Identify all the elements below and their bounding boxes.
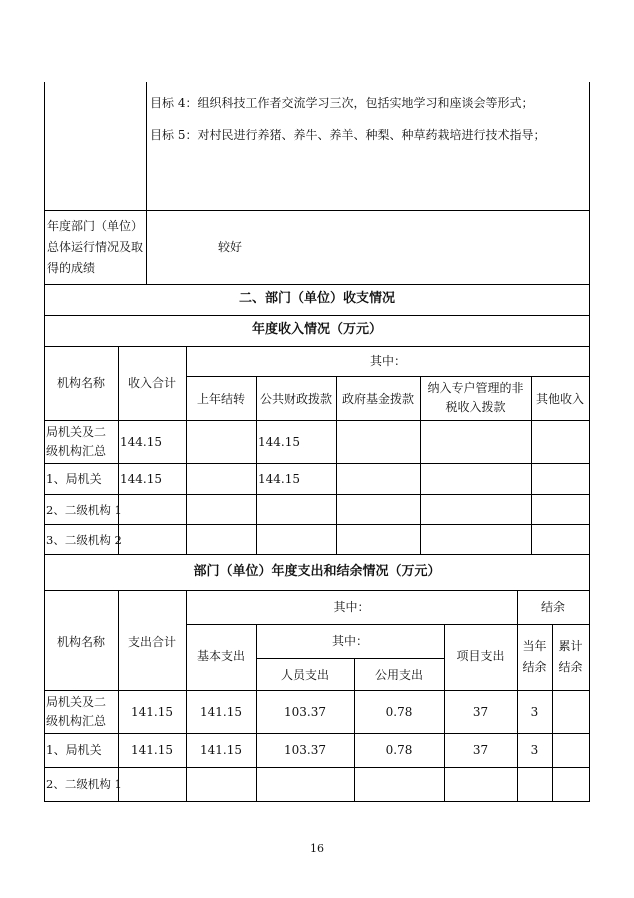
divider bbox=[44, 590, 590, 591]
expense-col-personnel: 人员支出 bbox=[280, 668, 329, 682]
table-row-label: 局机关及二 bbox=[46, 695, 107, 709]
divider bbox=[186, 376, 590, 377]
divider bbox=[44, 733, 590, 734]
section-title: 二、部门（单位）收支情况 bbox=[238, 291, 395, 306]
divider bbox=[44, 554, 590, 555]
income-col-total: 收入合计 bbox=[127, 376, 176, 390]
income-cell: 144.15 bbox=[120, 472, 162, 486]
expense-cell: 37 bbox=[472, 743, 489, 757]
expense-col-name: 机构名称 bbox=[56, 635, 105, 649]
expense-col-public: 公用支出 bbox=[374, 668, 423, 682]
divider bbox=[44, 346, 590, 347]
divider bbox=[517, 590, 518, 802]
divider bbox=[44, 690, 590, 691]
expense-cell: 3 bbox=[530, 705, 539, 719]
expense-cell: 103.37 bbox=[284, 743, 326, 757]
expense-table-title: 部门（单位）年度支出和结余情况（万元） bbox=[193, 564, 441, 579]
expense-col-cumulative-balance: 累计 bbox=[558, 639, 583, 653]
income-col-group: 其中： bbox=[369, 354, 406, 368]
income-col-special-account: 纳入专户管理的非 bbox=[427, 381, 524, 395]
expense-col-year-balance: 结余 bbox=[522, 660, 547, 674]
page-number: 16 bbox=[310, 842, 324, 855]
goal-4-text: 目标 4：组织科技工作者交流学习三次，包括实地学习和座谈会等形式； bbox=[150, 96, 534, 110]
performance-label: 总体运行情况及取 bbox=[47, 240, 144, 254]
table-border-left bbox=[44, 82, 45, 802]
divider bbox=[44, 463, 590, 464]
table-border-right bbox=[589, 82, 590, 802]
divider bbox=[44, 767, 590, 768]
divider bbox=[118, 590, 119, 802]
table-row-label: 3、二级机构 2 bbox=[46, 533, 122, 547]
expense-col-total: 支出合计 bbox=[127, 635, 176, 649]
expense-col-basic: 基本支出 bbox=[196, 649, 245, 663]
table-row-label: 级机构汇总 bbox=[46, 444, 107, 458]
table-row-label: 1、局机关 bbox=[46, 472, 102, 486]
income-col-special-account: 税收入拨款 bbox=[445, 400, 506, 414]
income-col-public-finance: 公共财政拨款 bbox=[259, 392, 332, 406]
divider bbox=[44, 420, 590, 421]
table-row-label: 局机关及二 bbox=[46, 425, 107, 439]
performance-value: 较好 bbox=[218, 240, 243, 254]
expense-col-cumulative-balance: 结余 bbox=[558, 660, 583, 674]
performance-label: 得的成绩 bbox=[47, 261, 96, 275]
expense-col-project: 项目支出 bbox=[456, 649, 505, 663]
expense-cell: 141.15 bbox=[200, 743, 242, 757]
divider bbox=[44, 494, 590, 495]
divider bbox=[44, 210, 590, 211]
expense-cell: 3 bbox=[530, 743, 539, 757]
income-cell: 144.15 bbox=[258, 472, 300, 486]
goal-5-text: 目标 5：对村民进行养猪、养牛、养羊、种梨、种草药栽培进行技术指导； bbox=[150, 128, 546, 142]
expense-col-year-balance: 当年 bbox=[522, 639, 547, 653]
income-cell: 144.15 bbox=[120, 435, 162, 449]
divider bbox=[44, 524, 590, 525]
divider bbox=[44, 315, 590, 316]
divider bbox=[44, 284, 590, 285]
income-col-carryover: 上年结转 bbox=[196, 392, 245, 406]
expense-cell: 141.15 bbox=[131, 705, 173, 719]
divider bbox=[186, 346, 187, 554]
expense-cell: 37 bbox=[472, 705, 489, 719]
divider bbox=[186, 590, 187, 802]
income-table-title: 年度收入情况（万元） bbox=[251, 322, 382, 337]
income-col-gov-fund: 政府基金拨款 bbox=[341, 392, 414, 406]
table-row-label: 2、二级机构 1 bbox=[46, 503, 122, 517]
table-row-label: 1、局机关 bbox=[46, 743, 102, 757]
expense-cell: 141.15 bbox=[200, 705, 242, 719]
expense-col-sub-group: 其中： bbox=[331, 634, 368, 648]
expense-cell: 141.15 bbox=[131, 743, 173, 757]
expense-col-group: 其中： bbox=[333, 600, 370, 614]
divider bbox=[186, 624, 590, 625]
expense-cell: 0.78 bbox=[385, 705, 413, 719]
income-col-name: 机构名称 bbox=[56, 376, 105, 390]
divider bbox=[256, 658, 444, 659]
income-cell: 144.15 bbox=[258, 435, 300, 449]
income-col-other: 其他收入 bbox=[535, 392, 584, 406]
table-row-label: 2、二级机构 1 bbox=[46, 777, 122, 791]
divider bbox=[146, 82, 147, 285]
table-row-label: 级机构汇总 bbox=[46, 714, 107, 728]
divider bbox=[44, 801, 590, 802]
expense-cell: 103.37 bbox=[284, 705, 326, 719]
expense-cell: 0.78 bbox=[385, 743, 413, 757]
performance-label: 年度部门（单位） bbox=[47, 219, 144, 233]
expense-col-balance: 结余 bbox=[540, 600, 565, 614]
